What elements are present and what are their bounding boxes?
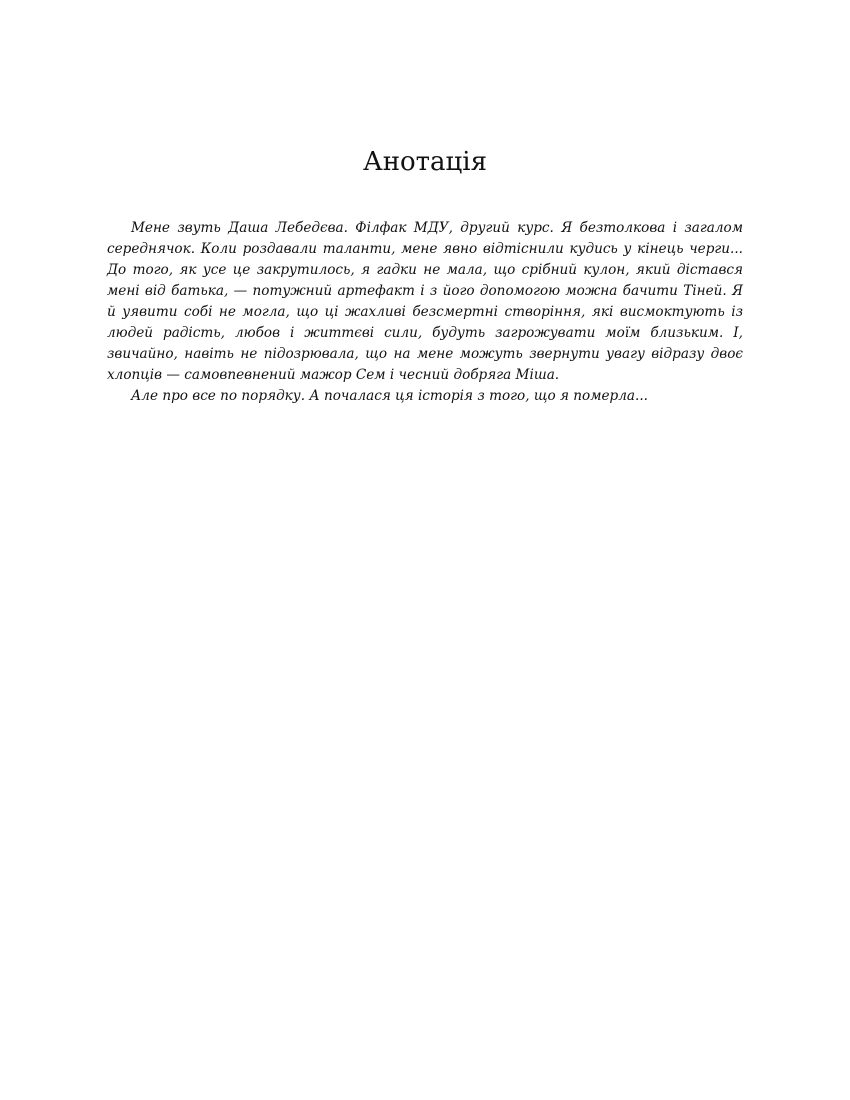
paragraph: Але про все по порядку. А почалася ця історія з того, що я померла...: [131, 388, 648, 404]
page-title: Анотація: [363, 147, 487, 177]
annotation-body: [107, 218, 743, 407]
paragraph: Мене звуть Даша Лебедєва. Філфак МДУ, другий курс. Я безтолкова і загалом середнячок. Коли роздавали таланти, мене явно відтіснили кудись у кінець черги... До того, як усе це закрутилось, я гадки не мала, що срібний кулон, який дістався мені від батька, — потужний артефакт і з його допомогою можна бачити Тіней. Я й уявити собі не могла, що ці жахливі безсмертні створіння, які висмоктують із людей радість, любов і життєві сили, будуть загрожувати моїм близьким. І, звичайно, навіть не підозрювала, що на мене можуть звернути увагу відразу двоє хлопців — самовпевнений мажор Сем і чесний добряга Міша.: [107, 220, 743, 383]
